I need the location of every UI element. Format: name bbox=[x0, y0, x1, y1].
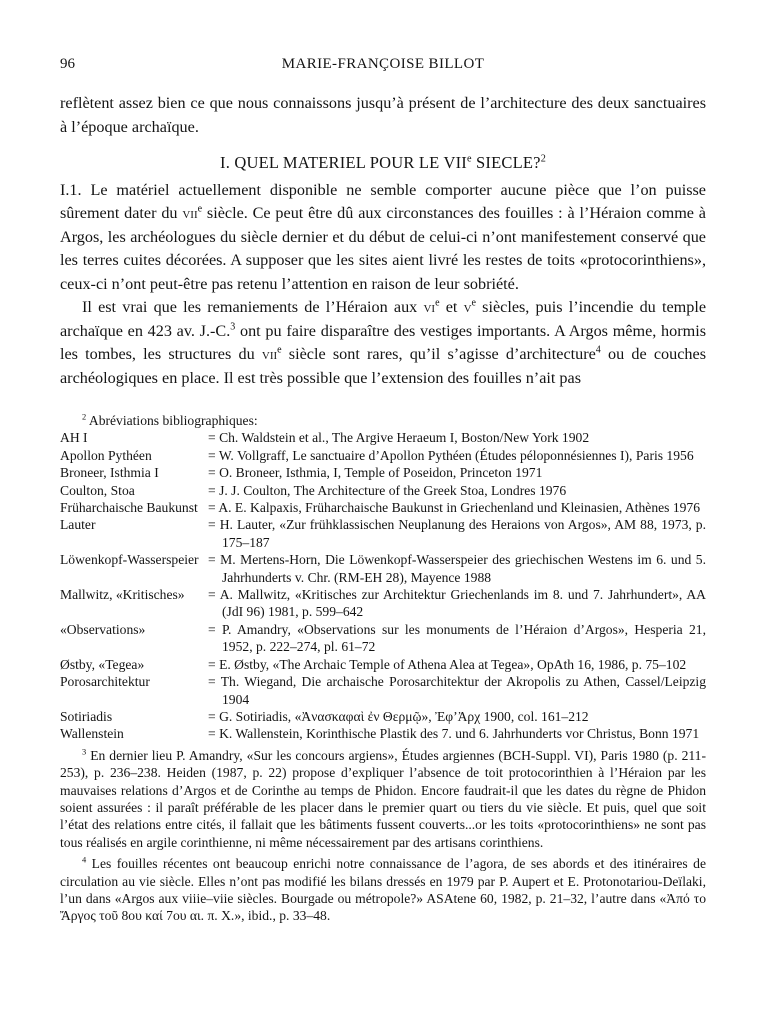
footnote-2-intro: $^2$ Abréviations bibliographiques: bbox=[82, 411, 258, 428]
section-heading bbox=[60, 151, 706, 175]
abbreviation-row: AH I = Ch. Waldstein et al., The Argive Heraeum I, Boston/New York 1902 bbox=[60, 430, 590, 446]
intro-paragraph: reflètent assez bien ce que nous connaissons jusqu’à présent de l’architecture des deux sanctuaires à l’époque archaïque. bbox=[60, 94, 706, 136]
abbreviation-row: Lauter = H. Lauter, «Zur frühklassischen Neuplanung des Heraions von Argos», AM 88, 1973, p. 175–187 bbox=[60, 517, 706, 550]
section-heading-sup: e bbox=[466, 153, 472, 165]
abbreviation-row: Coulton, Stoa = J. J. Coulton, The Architecture of the Greek Stoa, Londres 1976 bbox=[60, 482, 567, 498]
page bbox=[60, 56, 706, 925]
abbreviation-row: «Observations» = P. Amandry, «Observations sur les monuments de l’Héraion d’Argos», Hesperia 21, 1952, p. 222–274, pl. 61–72 bbox=[60, 621, 706, 655]
footnote-4: $^4$ Les fouilles récentes ont beaucoup enrichi notre connaissance de l’agora, de ses abords et des itinéraires de circulation au vie siècle. Elles n’ont pas modifié les bilans dressés en 1979 par P. Aupert et E. Protonotariou-Deïlaki, l’un dans «Argos aux viiie–viie siècles. Bourgade ou métropole?» ASAtene 60, 1982, p. 21–32, l’autre dans «Ἀπό το Ἄργος τοῦ 8ου καί 7ου αι. π. Χ.», ibid., p. 33–48. bbox=[60, 854, 706, 924]
section-heading-text: I. QUEL MATERIEL POUR LE VII bbox=[220, 153, 467, 172]
footnote-ref-3: 3 bbox=[230, 321, 236, 333]
section-heading-text-end: SIECLE? bbox=[471, 153, 541, 172]
abbreviation-row: Porosarchitektur = Th. Wiegand, Die archaische Porosarchitektur der Akropolis zu Athen, Cassel/Leipzig 1904 bbox=[60, 674, 706, 707]
footnotes bbox=[60, 412, 706, 925]
abbreviation-row: Østby, «Tegea» = E. Østby, «The Archaic Temple of Athena Alea at Tegea», OpAth 16, 1986, p. 75–102 bbox=[60, 656, 687, 672]
abbreviation-row: Wallenstein = K. Wallenstein, Korinthische Plastik des 7. und 6. Jahrhunderts vor Christus, Bonn 1971 bbox=[60, 726, 700, 742]
abbreviation-row: Früharchaische Baukunst = A. E. Kalpaxis, Früharchaische Baukunst in Griechenland und Kleinasien, Athènes 1976 bbox=[60, 500, 701, 516]
paragraph-1: I.1. Le matériel actuellement disponible ne semble comporter aucune pièce que l’on puisse sûrement dater du vii$^e$ siècle. Ce peut être dû aux circonstances des fouilles : à l’Héraion comme à Argos, les archéologues du siècle dernier et du début de celui-ci n’ont manifestement conservé que les terres cuites décorées. A supposer que les sites aient livré les restes de toits «protocorinthiens», ceux-ci n’ont peut-être pas retenu l’attention en raison de leur sobriété. bbox=[60, 180, 706, 293]
page-header bbox=[60, 56, 706, 78]
abbreviation-row: Sotiriadis = G. Sotiriadis, «Ἀνασκαφαὶ ἐν Θερμῷ», Ἐφ’Ἀρχ 1900, col. 161–212 bbox=[60, 708, 589, 724]
body-text bbox=[60, 92, 706, 390]
running-title: MARIE-FRANÇOISE BILLOT bbox=[281, 56, 485, 72]
footnote-3: $^3$ En dernier lieu P. Amandry, «Sur les concours argiens», Études argiennes (BCH-Suppl. VI), Paris 1980 (p. 211-253), p. 236–238. Heiden (1987, p. 22) propose d’expliquer l’absence de toit protocorinthien à l’Héraion par les mauvaises relations d’Argos et de Corinthe au temps de Phidon. Encore faudrait-il que les dates du règne de Phidon soient assurées : il paraît préférable de les placer dans le premier quart ou tiers du vie siècle. Et puis, quel que soit l’état des relations entre cités, il fallait que les bâtiments fussent couverts...or les toits «protocorinthiens» ne sont pas tous réalisés en argile corinthienne, ni même nécessairement par des artisans corinthiens. bbox=[60, 746, 706, 850]
abbreviation-row: Löwenkopf-Wasserspeier = M. Mertens-Horn, Die Löwenkopf-Wasserspeier des griechischen Westens im 6. und 5. Jahrhunderts v. Chr. (RM-EH 28), Mayence 1988 bbox=[60, 552, 706, 585]
abbreviation-row: Broneer, Isthmia I = O. Broneer, Isthmia, I, Temple of Poseidon, Princeton 1971 bbox=[60, 465, 543, 481]
footnote-ref-2: 2 bbox=[540, 153, 546, 165]
footnote-ref-4: 4 bbox=[595, 344, 601, 356]
paragraph-2: Il est vrai que les remaniements de l’Héraion aux $vi^e$ et $v^e$ siècles, puis l’incendie du temple archaïque en 423 av. J.-C.$^3$ ont pu faire disparaître des vestiges importants. A Argos même, hormis les tombes, les structures du vii$^e$ siècle sont rares, qu’il s’agisse d’architecture$^4$ ou de couches archéologiques en place. Il est très possible que l’extension des fouilles n’ait pas bbox=[60, 297, 707, 387]
page-number: 96 bbox=[60, 56, 75, 72]
abbreviation-table bbox=[60, 429, 706, 742]
abbreviation-row: Mallwitz, «Kritisches» = A. Mallwitz, «Kritisches zur Architektur Griechenlands im 8. und 7. Jahrhundert», AA (JdI 96) 1981, p. 599–642 bbox=[60, 587, 706, 620]
abbreviation-row: Apollon Pythéen = W. Vollgraff, Le sanctuaire d’Apollon Pythéen (Études péloponnésiennes I), Paris 1956 bbox=[60, 447, 694, 463]
